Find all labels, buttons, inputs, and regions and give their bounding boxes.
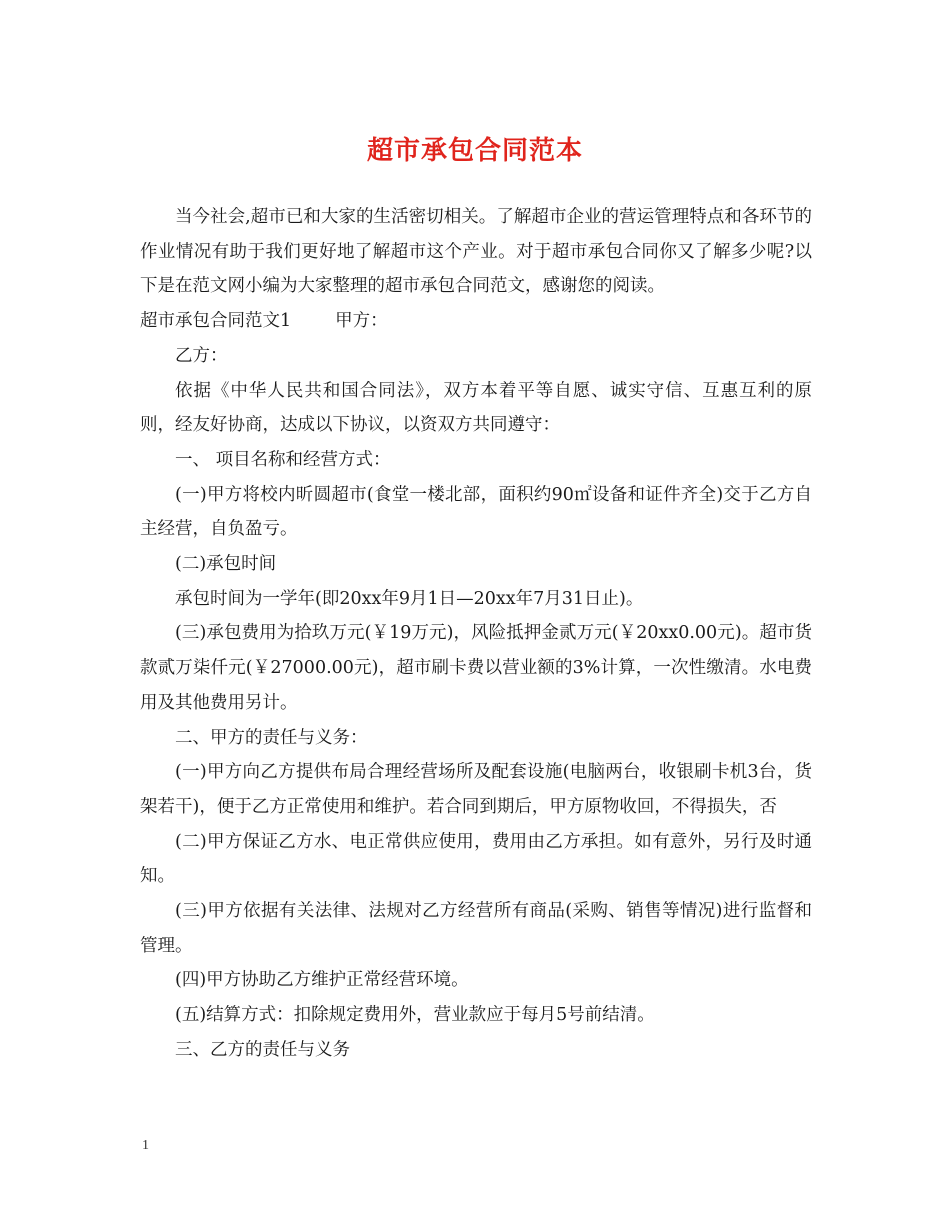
clause-1-2: (二)承包时间 [175,554,277,575]
document-body [140,200,812,1068]
clause-2-2: (二)甲方保证乙方水、电正常供应使用，费用由乙方承担。如有意外，另行及时通知。 [140,831,812,887]
clause-1-3: 承包时间为一学年(即20xx年9月1日—20xx年7月31日止)。 [175,588,644,609]
clause-1-4: (三)承包费用为拾玖万元(￥19万元)，风险抵押金贰万元(￥20xx0.00元)。超市货款贰万柒仟元(￥27000.00元)，超市刷卡费以营业额的3%计算，一次性缴清。水电费用及其他费用另计。 [140,623,812,713]
clause-2-4: (四)甲方协助乙方维护正常经营环境。 [175,970,469,991]
page-number: 1 [142,1138,149,1153]
clause-2-5: (五)结算方式：扣除规定费用外，营业款应于每月5号前结清。 [175,1005,655,1026]
heading-section-2: 二、甲方的责任与义务： [175,727,368,748]
basis-paragraph: 依据《中华人民共和国合同法》，双方本着平等自愿、诚实守信、互惠互利的原则，经友好协商，达成以下协议，以资双方共同遵守： [140,380,812,436]
clause-1-1: (一)甲方将校内昕圆超市(食堂一楼北部，面积约90㎡设备和证件齐全)交于乙方自主经营，自负盈亏。 [140,484,812,540]
clause-2-3: (三)甲方依据有关法律、法规对乙方经营所有商品(采购、销售等情况)进行监督和管理。 [140,901,812,956]
heading-section-1: 一、 项目名称和经营方式： [175,449,391,470]
clause-2-1: (一)甲方向乙方提供布局合理经营场所及配套设施(电脑两台，收银刷卡机3台，货架若干)，便于乙方正常使用和维护。若合同到期后，甲方原物收回，不得损失，否 [140,762,812,817]
heading-section-3: 三、乙方的责任与义务 [175,1039,350,1060]
section-label: 超市承包合同范文1 [140,311,292,332]
intro-paragraph: 当今社会,超市已和大家的生活密切相关。了解超市企业的营运管理特点和各环节的作业情况有助于我们更好地了解超市这个产业。对于超市承包合同你又了解多少呢?以下是在范文网小编为大家整理的超市承包合同范文，感谢您的阅读。 [140,207,812,297]
document-title: 超市承包合同范本 [366,136,583,166]
party-a-label: 甲方： [335,311,388,332]
section-label-line [140,304,812,339]
party-b-label: 乙方： [175,345,228,366]
